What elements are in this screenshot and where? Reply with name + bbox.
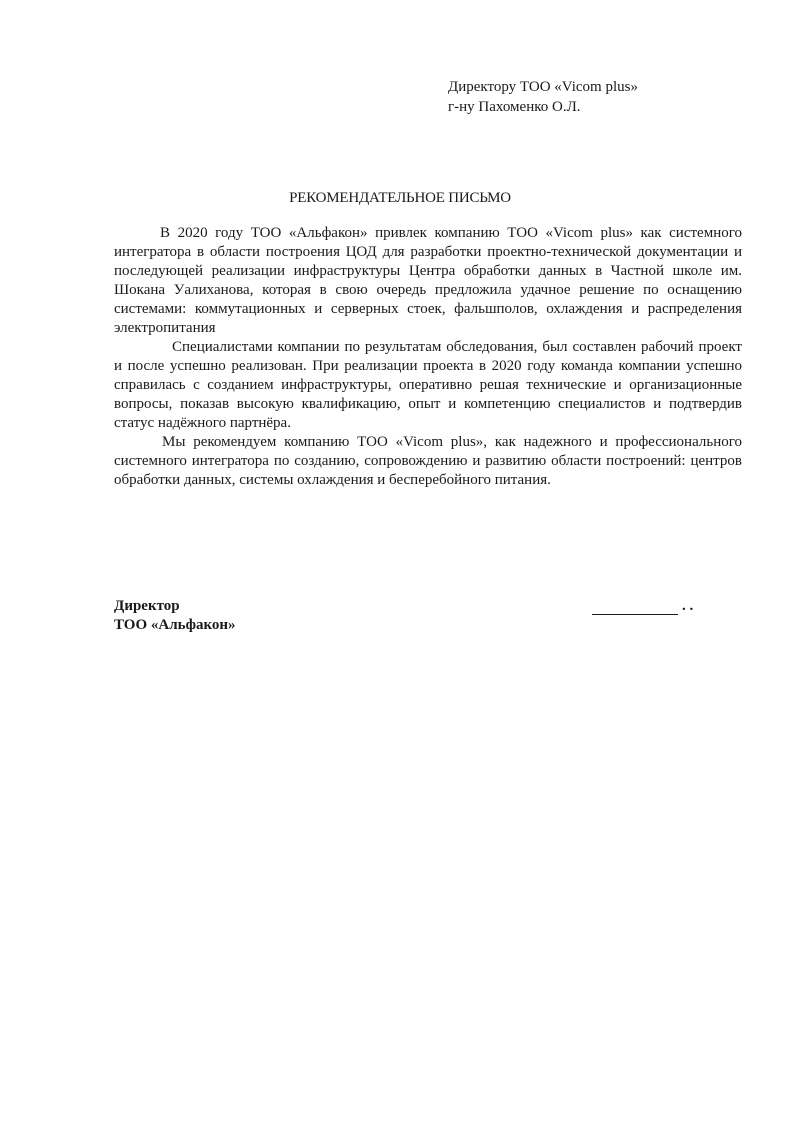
signature-line	[592, 597, 678, 615]
signature-block	[114, 597, 236, 635]
signature-dots: . .	[682, 598, 694, 614]
addressee-line-1: Директору ТОО «Vicom plus»	[448, 79, 638, 95]
signatory-organization: ТОО «Альфакон»	[114, 617, 236, 633]
letter-body	[114, 224, 742, 490]
letter-title: РЕКОМЕНДАТЕЛЬНОЕ ПИСЬМО	[289, 190, 511, 206]
paragraph-3: Мы рекомендуем компанию ТОО «Vicom plus», как надежного и профессионального системного интегратора по созданию, сопровождению и развитию области построений: центров обработки данных, системы охлаждения и бесперебойного питания.	[114, 434, 742, 488]
addressee-block	[448, 77, 638, 117]
paragraph-2: Специалистами компании по результатам обследования, был составлен рабочий проект и после успешно реализован. При реализации проекта в 2020 году команда компании успешно справилась с созданием инфраструктуры, оперативно решая технические и организационные вопросы, показав высокую квалификацию, опыт и компетенцию специалистов и подтвердив статус надёжного партнёра.	[114, 339, 742, 431]
signatory-position: Директор	[114, 598, 180, 614]
paragraph-1: В 2020 году ТОО «Альфакон» привлек компанию ТОО «Vicom plus» как системного интегратора в области построения ЦОД для разработки проектно-технической документации и последующей реализации инфраструктуры Центра обработки данных в Частной школе им. Шокана Уалиханова, которая в свою очередь предложила удачное решение по оснащению системами: коммутационных и серверных стоек, фальшполов, охлаждения и распределения электропитания	[114, 225, 742, 336]
addressee-line-2: г-ну Пахоменко О.Л.	[448, 99, 581, 115]
